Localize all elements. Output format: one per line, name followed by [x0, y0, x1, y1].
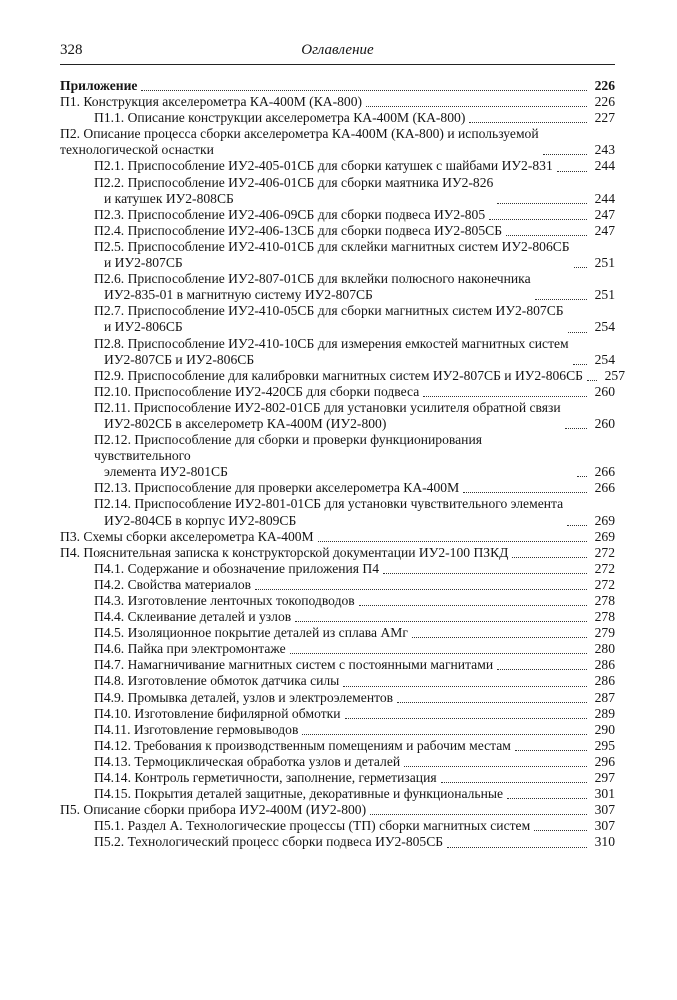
toc-entry-p2-11[interactable] — [60, 400, 615, 432]
toc-entry-p1[interactable] — [60, 94, 615, 110]
toc-page-number: 251 — [594, 287, 615, 303]
dot-leader — [577, 475, 587, 477]
dot-leader — [447, 846, 587, 848]
dot-leader — [141, 89, 587, 91]
dot-leader — [404, 765, 587, 767]
dot-leader — [343, 685, 587, 687]
toc-page-number: 266 — [594, 480, 615, 496]
toc-entry-title: П4. Пояснительная записка к конструкторской документации ИУ2-100 ПЗКД — [60, 544, 509, 560]
toc-entry-p5-1[interactable] — [60, 818, 615, 834]
dot-leader — [515, 749, 587, 751]
toc-page-number: 286 — [594, 657, 615, 673]
toc-page-number: 260 — [594, 415, 615, 431]
toc-page-number: 266 — [594, 464, 615, 480]
dot-leader — [318, 540, 587, 542]
toc-page-number: 278 — [594, 609, 615, 625]
toc-entry-p1-1[interactable] — [60, 110, 615, 126]
table-of-contents — [60, 78, 625, 851]
toc-entry-p4-9[interactable] — [60, 690, 615, 706]
dot-leader — [507, 797, 587, 799]
dot-leader — [568, 331, 587, 333]
toc-page-number: 257 — [604, 367, 625, 383]
toc-entry-title-cont: ИУ2-804СБ в корпус ИУ2-809СБ — [104, 512, 297, 528]
toc-page-number: 243 — [594, 142, 615, 158]
toc-page-number: 227 — [594, 110, 615, 126]
toc-entry-p2-6[interactable] — [60, 271, 615, 303]
toc-page-number: 272 — [594, 576, 615, 592]
toc-page-number: 269 — [594, 512, 615, 528]
dot-leader — [574, 266, 587, 268]
toc-entry-p2-10[interactable] — [60, 384, 615, 400]
toc-entry-title: П4.13. Термоциклическая обработка узлов и деталей — [94, 753, 401, 769]
toc-entry-title: П2.14. Приспособление ИУ2-801-01СБ для установки чувствительного элемента — [94, 496, 564, 512]
dot-leader — [423, 395, 587, 397]
dot-leader — [412, 636, 587, 638]
dot-leader — [535, 298, 587, 300]
toc-entry-p2-7[interactable] — [60, 303, 615, 335]
toc-page-number: 307 — [594, 802, 615, 818]
toc-entry-title-cont: ИУ2-807СБ и ИУ2-806СБ — [104, 351, 255, 367]
toc-entry-title: П4.3. Изготовление ленточных токоподводов — [94, 593, 355, 608]
toc-entry-p4-5[interactable] — [60, 625, 615, 641]
toc-entry-title: П2.10. Приспособление ИУ2-420СБ для сборки подвеса — [94, 383, 420, 399]
dot-leader — [463, 491, 587, 493]
toc-entry-title: П4.4. Склеивание деталей и узлов — [94, 609, 292, 625]
toc-page-number: 289 — [594, 705, 615, 721]
toc-entry-title: П4.12. Требования к производственным помещениям и рабочим местам — [94, 737, 511, 753]
toc-entry-title: П2.9. Приспособление для калибровки магнитных систем ИУ2-807СБ и ИУ2-806СБ — [94, 367, 583, 383]
toc-entry-p4-3[interactable] — [60, 593, 615, 609]
toc-entry-p2-9[interactable] — [60, 367, 625, 384]
running-title: Оглавление — [301, 42, 374, 58]
dot-leader — [497, 202, 587, 204]
toc-entry-title: П2.3. Приспособление ИУ2-406-09СБ для сборки подвеса ИУ2-805 — [94, 206, 486, 222]
toc-page-number: 244 — [594, 190, 615, 206]
toc-page-number: 295 — [594, 737, 615, 753]
toc-entry-p2-3[interactable] — [60, 207, 615, 223]
toc-entry-p4-8[interactable] — [60, 673, 615, 689]
dot-leader — [255, 588, 587, 590]
toc-page-number: 226 — [594, 94, 615, 110]
dot-leader — [290, 652, 587, 654]
toc-entry-title: П4.1. Содержание и обозначение приложения П4 — [94, 560, 380, 576]
toc-entry-p2-14[interactable] — [60, 496, 615, 528]
toc-entry-p2-2[interactable] — [60, 175, 615, 207]
toc-entry-p2-5[interactable] — [60, 239, 615, 271]
toc-page-number: 247 — [594, 206, 615, 222]
toc-entry-p4-13[interactable] — [60, 754, 615, 770]
toc-entry-title: П4.5. Изоляционное покрытие деталей из сплава АМг — [94, 625, 408, 641]
toc-page-number: 272 — [594, 560, 615, 576]
toc-page-number: 272 — [594, 544, 615, 560]
toc-entry-title: П2.8. Приспособление ИУ2-410-10СБ для измерения емкостей магнитных систем — [94, 335, 569, 351]
toc-page-number: 244 — [594, 158, 615, 174]
dot-leader — [565, 427, 587, 429]
toc-page-number: 260 — [594, 383, 615, 399]
toc-page-number: 247 — [594, 222, 615, 238]
toc-entry-title-cont: и ИУ2-806СБ — [104, 319, 183, 335]
dot-leader — [345, 717, 587, 719]
toc-entry-title: П5.1. Раздел А. Технологические процессы (ТП) сборки магнитных систем — [94, 818, 531, 834]
toc-entry-p2-1[interactable] — [60, 158, 615, 174]
toc-entry-title: П2.13. Приспособление для проверки акселерометра КА-400М — [94, 480, 460, 496]
dot-leader — [573, 363, 587, 365]
toc-page-number: 310 — [594, 834, 615, 850]
toc-entry-title: П4.11. Изготовление гермовыводов — [94, 721, 299, 737]
toc-entry-p4-14[interactable] — [60, 770, 615, 786]
toc-page-number: 251 — [594, 255, 615, 271]
toc-entry-title: П2.6. Приспособление ИУ2-807-01СБ для вклейки полюсного наконечника — [94, 271, 531, 287]
toc-entry-title: П5.2. Технологический процесс сборки подвеса ИУ2-805СБ — [94, 834, 444, 850]
toc-entry-title: П4.6. Пайка при электромонтаже — [94, 641, 286, 657]
toc-entry-title-cont: элемента ИУ2-801СБ — [104, 464, 228, 480]
dot-leader — [497, 668, 587, 670]
dot-leader — [397, 701, 587, 703]
toc-page-number: 301 — [594, 786, 615, 802]
toc-entry-p4-12[interactable] — [60, 738, 615, 754]
toc-entry-title: П2.12. Приспособление для сборки и проверки функционирования чувствительного — [94, 432, 482, 464]
toc-entry-title: П4.8. Изготовление обмоток датчика силы — [94, 673, 340, 689]
toc-page-number: 226 — [594, 78, 615, 93]
toc-entry-title: П4.7. Намагничивание магнитных систем с постоянными магнитами — [94, 657, 494, 673]
toc-entry-p4[interactable] — [60, 545, 615, 561]
dot-leader — [441, 781, 587, 783]
toc-entry-title: П2.1. Приспособление ИУ2-405-01СБ для сборки катушек с шайбами ИУ2-831 — [94, 158, 553, 174]
dot-leader — [534, 829, 587, 831]
toc-entry-title: П4.14. Контроль герметичности, заполнение, герметизация — [94, 770, 437, 786]
toc-entry-title: П2. Описание процесса сборки акселерометра КА-400М (КА-800) и используемой — [60, 126, 539, 142]
dot-leader — [370, 813, 587, 815]
dot-leader — [512, 556, 587, 558]
toc-entry-p4-2[interactable] — [60, 577, 615, 593]
toc-entry-p2-4[interactable] — [60, 223, 615, 239]
toc-page-number: 279 — [594, 625, 615, 641]
toc-entry-title: П1.1. Описание конструкции акселерометра КА-400М (КА-800) — [94, 110, 466, 126]
toc-page-number: 269 — [594, 528, 615, 544]
toc-entry-title: П2.7. Приспособление ИУ2-410-05СБ для сборки магнитных систем ИУ2-807СБ — [94, 303, 564, 319]
toc-entry-title: П4.15. Покрытия деталей защитные, декоративные и функциональные — [94, 786, 504, 802]
toc-entry-p4-15[interactable] — [60, 786, 615, 802]
toc-entry-title: П2.2. Приспособление ИУ2-406-01СБ для сборки маятника ИУ2-826 — [94, 174, 494, 190]
toc-entry-p4-6[interactable] — [60, 641, 615, 657]
toc-entry-title: П3. Схемы сборки акселерометра КА-400М — [60, 528, 314, 544]
dot-leader — [557, 170, 587, 172]
toc-entry-p2[interactable] — [60, 126, 615, 158]
dot-leader — [383, 572, 587, 574]
toc-entry-title-cont: ИУ2-835-01 в магнитную систему ИУ2-807СБ — [104, 287, 373, 303]
toc-page-number: 254 — [594, 351, 615, 367]
toc-entry-p5[interactable] — [60, 802, 615, 818]
toc-entry-title: П5. Описание сборки прибора ИУ2-400М (ИУ2-800) — [60, 802, 367, 818]
toc-entry-title: П2.5. Приспособление ИУ2-410-01СБ для склейки магнитных систем ИУ2-806СБ — [94, 238, 570, 254]
toc-entry-title-cont: и катушек ИУ2-808СБ — [104, 190, 234, 206]
toc-entry-p3[interactable] — [60, 529, 615, 545]
toc-entry-p2-13[interactable] — [60, 480, 615, 496]
toc-page-number: 307 — [594, 818, 615, 834]
toc-page-number: 290 — [594, 721, 615, 737]
toc-entry-title: П2.11. Приспособление ИУ2-802-01СБ для установки усилителя обратной связи — [94, 399, 561, 415]
toc-entry-p4-11[interactable] — [60, 722, 615, 738]
toc-entry-p4-7[interactable] — [60, 657, 615, 673]
toc-entry-title-cont: технологической оснастки — [60, 142, 214, 158]
dot-leader — [489, 218, 587, 220]
toc-entry-p2-12[interactable] — [60, 432, 615, 480]
toc-page-number: 297 — [594, 770, 615, 786]
toc-entry-title-cont: ИУ2-802СБ в акселерометр КА-400М (ИУ2-800) — [104, 415, 387, 431]
toc-entry-title: П4.9. Промывка деталей, узлов и электроэлементов — [94, 689, 394, 705]
dot-leader — [587, 379, 597, 381]
toc-entry-title: П2.4. Приспособление ИУ2-406-13СБ для сборки подвеса ИУ2-805СБ — [94, 222, 502, 238]
toc-entry-appendix[interactable] — [60, 78, 615, 94]
dot-leader — [469, 121, 587, 123]
toc-entry-title-cont: и ИУ2-807СБ — [104, 255, 183, 271]
toc-page-number: 296 — [594, 753, 615, 769]
dot-leader — [506, 234, 587, 236]
dot-leader — [567, 524, 587, 526]
toc-entry-p4-4[interactable] — [60, 609, 615, 625]
toc-entry-p2-8[interactable] — [60, 336, 615, 368]
toc-entry-title: П1. Конструкция акселерометра КА-400М (КА-800) — [60, 94, 363, 110]
toc-page-number: 286 — [594, 673, 615, 689]
toc-entry-p4-1[interactable] — [60, 561, 615, 577]
dot-leader — [302, 733, 587, 735]
dot-leader — [366, 105, 587, 107]
toc-page-number: 280 — [594, 641, 615, 657]
toc-entry-p4-10[interactable] — [60, 706, 615, 722]
page-number: 328 — [60, 42, 83, 58]
page-header — [60, 40, 615, 65]
toc-page-number: 278 — [594, 593, 615, 608]
toc-page-number: 287 — [594, 689, 615, 705]
dot-leader — [359, 604, 587, 606]
toc-entry-title: П4.10. Изготовление бифилярной обмотки — [94, 705, 341, 721]
toc-page-number: 254 — [594, 319, 615, 335]
dot-leader — [295, 620, 587, 622]
toc-entry-title: П4.2. Свойства материалов — [94, 576, 252, 592]
toc-entry-title: Приложение — [60, 78, 138, 93]
toc-entry-p5-2[interactable] — [60, 834, 615, 850]
dot-leader — [543, 153, 587, 155]
